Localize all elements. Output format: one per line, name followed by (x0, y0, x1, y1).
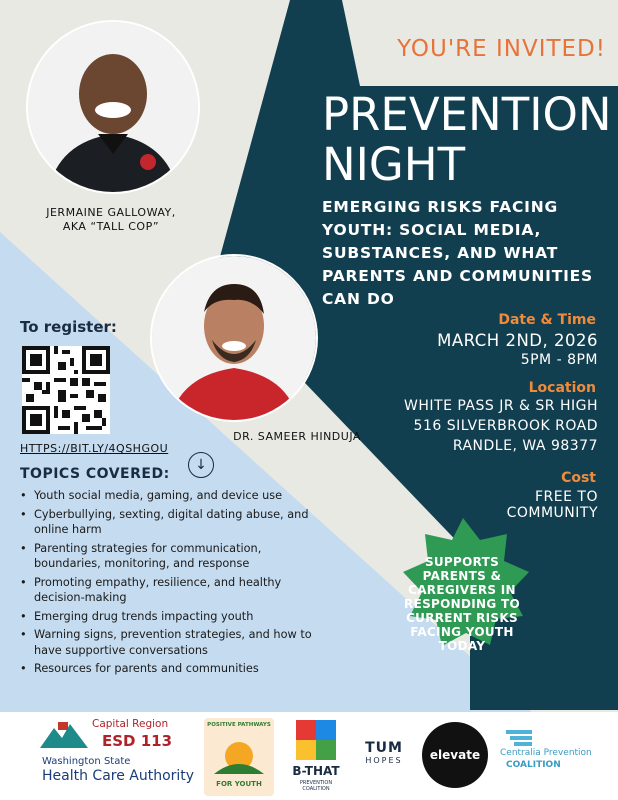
date-label: Date & Time (498, 312, 596, 328)
esd-top: Capital Region (92, 718, 169, 730)
invited-heading: YOU'RE INVITED! (397, 36, 606, 62)
topics-heading: TOPICS COVERED: (20, 466, 170, 482)
bthat-label: B-THAT (292, 764, 340, 778)
speaker-name-sameer: DR. SAMEER HINDUJA (233, 430, 361, 443)
hca-bottom: Health Care Authority (42, 768, 195, 784)
qr-code[interactable] (22, 346, 110, 434)
topic-item: • Emerging drug trends impacting youth (20, 609, 330, 625)
logo-esd113 (40, 718, 195, 752)
topic-item: • Warning signs, prevention strategies, and how to have supportive conversations (20, 627, 330, 658)
elevate-label: elevate (429, 748, 481, 762)
register-link[interactable]: HTTPS://BIT.LY/4QSHGOU (20, 442, 169, 455)
location-line-3: RANDLE, WA 98377 (452, 438, 598, 454)
topics-list (20, 488, 330, 680)
puzzle-icon (296, 720, 336, 760)
topic-item: • Resources for parents and communities (20, 661, 330, 677)
pp-top: POSITIVE PATHWAYS (207, 722, 271, 728)
badge-text: SUPPORTS PARENTS & CAREGIVERS IN RESPONDING TO CURRENT RISKS FACING YOUTH TODAY (404, 555, 520, 653)
speaker1-alias: AKA “TALL COP” (62, 220, 160, 233)
bars-icon (506, 730, 536, 748)
event-date: MARCH 2ND, 2026 (437, 331, 598, 350)
mountain-icon (40, 720, 90, 750)
location-line-1: WHITE PASS JR & SR HIGH (404, 398, 598, 414)
logo-centralia (500, 730, 612, 780)
speaker-photo-jermaine (26, 20, 200, 194)
tum-top: TUM (365, 740, 403, 756)
bthat-sub: PREVENTION COALITION (299, 780, 333, 792)
sunrise-icon (214, 734, 264, 774)
centralia-bottom: COALITION (506, 760, 561, 770)
sponsor-logos (0, 712, 618, 800)
logo-hca (42, 756, 202, 792)
title-line-2: NIGHT (322, 138, 466, 191)
pp-bottom: FOR YOUTH (216, 780, 262, 788)
event-title (322, 90, 612, 190)
topic-item: • Youth social media, gaming, and device use (20, 488, 330, 504)
event-subtitle: EMERGING RISKS FACING YOUTH: SOCIAL MEDIA, SUBSTANCES, AND WHAT PARENTS AND COMMUNITIES CAN DO (322, 198, 594, 308)
esd-bottom: ESD 113 (102, 732, 173, 750)
topic-item: • Parenting strategies for communication, boundaries, monitoring, and response (20, 541, 330, 572)
title-line-1: PREVENTION (322, 88, 612, 141)
event-time: 5PM - 8PM (520, 352, 598, 368)
speaker-name-jermaine (22, 206, 200, 234)
topic-item: • Cyberbullying, sexting, digital dating abuse, and online harm (20, 507, 330, 538)
logo-positive-pathways (204, 718, 274, 796)
register-label: To register: (20, 318, 117, 336)
hca-top: Washington State (42, 756, 131, 767)
centralia-top: Centralia Prevention (500, 748, 592, 758)
cost-label: Cost (561, 470, 596, 486)
topic-item: • Promoting empathy, resilience, and healthy decision-making (20, 575, 330, 606)
logo-tum-hopes (356, 740, 412, 780)
speaker-photo-sameer (150, 254, 318, 422)
cost-line-1: FREE TO (535, 489, 598, 505)
logo-bthat (286, 720, 346, 796)
tum-bottom: HOPES (365, 756, 403, 765)
location-line-2: 516 SILVERBROOK ROAD (413, 418, 598, 434)
logo-elevate (422, 722, 488, 788)
location-label: Location (528, 380, 596, 396)
cost-line-2: COMMUNITY (506, 505, 598, 521)
arrow-down-icon: ↓ (188, 452, 214, 478)
speaker1-name: JERMAINE GALLOWAY, (46, 206, 176, 219)
